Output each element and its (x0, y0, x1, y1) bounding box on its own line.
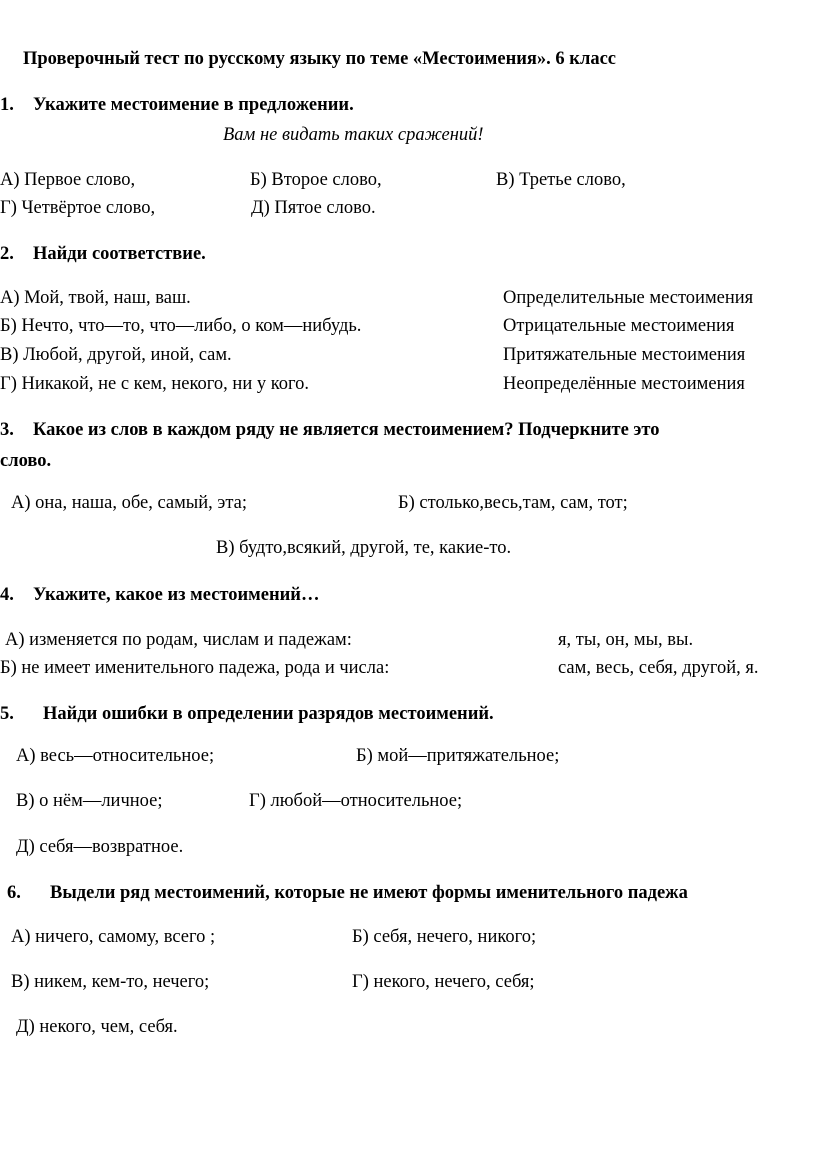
question-number: 3. (0, 420, 14, 440)
question-number: 2. (0, 244, 14, 264)
question-number: 5. (0, 704, 14, 724)
row-b-right: сам, весь, себя, другой, я. (558, 658, 759, 678)
option-a: А) ничего, самому, всего ; (11, 927, 216, 947)
option-b: Б) столько,весь,там, сам, тот; (398, 493, 628, 513)
question-text-line-1: Какое из слов в каждом ряду не является местоимением? Подчеркните это (33, 420, 660, 440)
option-a: А) Первое слово, (0, 170, 136, 190)
option-g: Г) любой—относительное; (249, 791, 463, 811)
question-text: Выдели ряд местоимений, которые не имеют формы именительного падежа (50, 883, 688, 903)
option-d: Д) некого, чем, себя. (16, 1017, 178, 1037)
match-left-a: А) Мой, твой, наш, ваш. (0, 288, 191, 308)
question-text: Укажите местоимение в предложении. (33, 95, 354, 115)
question-number: 4. (0, 585, 14, 605)
option-v: В) будто,всякий, другой, те, какие-то. (216, 538, 512, 558)
match-left-v: В) Любой, другой, иной, сам. (0, 345, 232, 365)
match-right-4: Неопределённые местоимения (503, 374, 745, 394)
question-text: Найди соответствие. (33, 244, 206, 264)
option-a: А) она, наша, обе, самый, эта; (11, 493, 247, 513)
option-g: Г) Четвёртое слово, (0, 198, 156, 218)
option-v: В) Третье слово, (496, 170, 626, 190)
option-d: Д) Пятое слово. (251, 198, 376, 218)
question-text-line-2: слово. (0, 451, 52, 471)
match-right-3: Притяжательные местоимения (503, 345, 746, 365)
option-a: А) весь—относительное; (16, 746, 215, 766)
question-number: 6. (7, 883, 21, 903)
row-a-left: А) изменяется по родам, числам и падежам: (5, 630, 352, 650)
question-text: Укажите, какое из местоимений… (33, 585, 320, 605)
option-d: Д) себя—возвратное. (16, 837, 184, 857)
match-left-g: Г) Никакой, не с кем, некого, ни у кого. (0, 374, 310, 394)
option-g: Г) некого, нечего, себя; (352, 972, 535, 992)
option-b: Б) Второе слово, (250, 170, 382, 190)
row-a-right: я, ты, он, мы, вы. (558, 630, 694, 650)
example-sentence: Вам не видать таких сражений! (223, 125, 484, 145)
option-v: В) никем, кем-то, нечего; (11, 972, 210, 992)
row-b-left: Б) не имеет именительного падежа, рода и числа: (0, 658, 390, 678)
question-number: 1. (0, 95, 14, 115)
question-text: Найди ошибки в определении разрядов местоимений. (43, 704, 494, 724)
page-title: Проверочный тест по русскому языку по теме «Местоимения». 6 класс (23, 49, 616, 69)
option-v: В) о нём—личное; (16, 791, 163, 811)
option-b: Б) мой—притяжательное; (356, 746, 560, 766)
match-right-2: Отрицательные местоимения (503, 316, 735, 336)
match-left-b: Б) Нечто, что—то, что—либо, о ком—нибудь. (0, 316, 362, 336)
option-b: Б) себя, нечего, никого; (352, 927, 537, 947)
match-right-1: Определительные местоимения (503, 288, 754, 308)
